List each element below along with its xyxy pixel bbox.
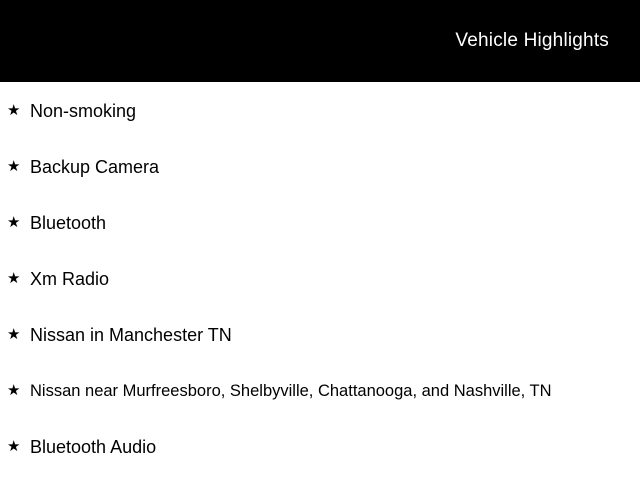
list-item-label: Backup Camera <box>30 156 160 177</box>
highlights-list <box>0 82 640 475</box>
list-item <box>7 307 640 363</box>
star-icon: ★ <box>7 213 21 231</box>
list-item-label: Nissan in Manchester TN <box>30 324 232 345</box>
star-icon: ★ <box>7 269 21 287</box>
list-item <box>7 83 640 139</box>
list-item <box>7 139 640 195</box>
list-item <box>7 251 640 307</box>
list-item-label: Xm Radio <box>30 268 110 289</box>
list-item-label: Bluetooth <box>30 212 107 233</box>
list-item <box>7 419 640 475</box>
list-item <box>7 363 640 419</box>
star-icon: ★ <box>7 437 21 455</box>
star-icon: ★ <box>7 157 21 175</box>
star-icon: ★ <box>7 325 21 343</box>
list-item-label: Non-smoking <box>30 100 137 121</box>
star-icon: ★ <box>7 101 21 119</box>
list-item <box>7 195 640 251</box>
page-title: Vehicle Highlights <box>455 30 609 51</box>
list-item-label: Nissan near Murfreesboro, Shelbyville, Chattanooga, and Nashville, TN <box>30 381 552 400</box>
list-item-label: Bluetooth Audio <box>30 436 157 457</box>
header-bar <box>0 0 640 82</box>
star-icon: ★ <box>7 381 21 399</box>
